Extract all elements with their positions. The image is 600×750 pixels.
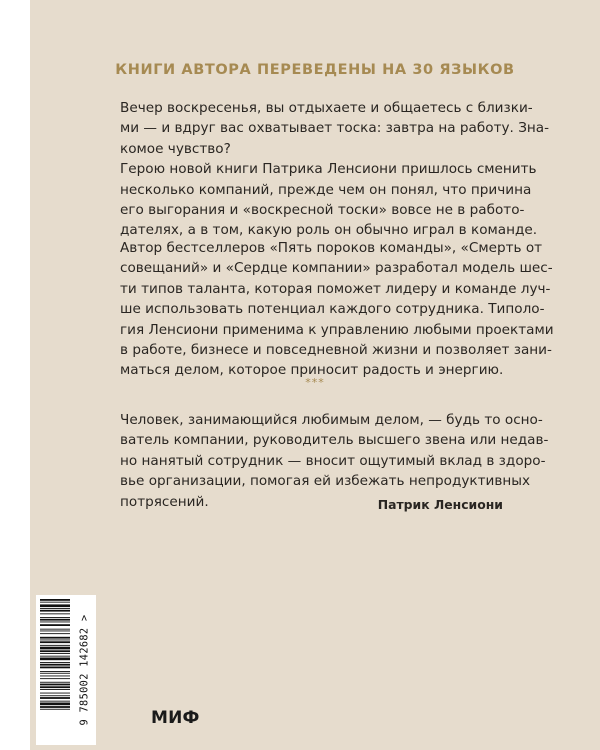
text-line: в работе, бизнесе и повседневной жизни и позволяет зани- [120, 342, 552, 359]
barcode-bar [40, 650, 70, 652]
barcode-bar [40, 645, 70, 646]
paragraph-author [120, 238, 554, 381]
text-line: Вечер воскресенья, вы отдыхаете и общаетесь с близки- [120, 100, 533, 116]
text-line: несколько компаний, прежде чем он понял, что причина [120, 181, 532, 198]
barcode-bar [40, 604, 70, 607]
barcode-bar [40, 703, 70, 706]
text-line: ти типов таланта, которая поможет лидеру и команде луч- [120, 280, 551, 297]
quote-signature: Патрик Ленсиони [377, 497, 503, 512]
text-line: вье организации, помогая ей избежать непродуктивных [120, 473, 531, 490]
barcode-bar [40, 640, 70, 641]
barcode-bar [40, 629, 70, 630]
paragraph-intro [120, 98, 550, 241]
text-line: ми — и вдруг вас охватывает тоска: завтра на работу. Зна- [120, 120, 550, 137]
text-line: маться делом, которое приносит радость и энергию. [120, 362, 504, 379]
text-line: его выгорания и «воскресной тоски» вовсе не в работо- [120, 202, 525, 219]
text-line: ватель компании, руководитель высшего звена или недав- [120, 432, 549, 449]
text-line: ше использовать потенциал каждого сотрудника. Типоло- [120, 301, 545, 318]
barcode-bar [40, 633, 70, 634]
barcode-bar [40, 619, 70, 621]
text-line: Герою новой книги Патрика Ленсиони пришлось сменить [120, 161, 537, 178]
barcode-bar [40, 610, 70, 612]
headline: КНИГИ АВТОРА ПЕРЕВЕДЕНЫ НА 30 ЯЗЫКОВ [115, 62, 515, 78]
barcode-bar [40, 689, 70, 690]
barcode-bar [40, 656, 70, 657]
barcode-bar [40, 676, 70, 677]
barcode-bar [40, 641, 70, 643]
separator-stars: *** [305, 376, 325, 389]
barcode-bar [40, 653, 70, 654]
barcode-bar [40, 671, 70, 672]
barcode-bar [40, 673, 70, 674]
barcode-bar [40, 706, 70, 708]
text-line: гия Ленсиони применима к управлению любыми проектами [120, 321, 554, 338]
barcode-bar [40, 624, 70, 626]
barcode-bar [40, 647, 70, 650]
back-cover [30, 0, 600, 750]
text-line: Человек, занимающийся любимым делом, — будь то осно- [120, 412, 543, 428]
barcode-bars [36, 595, 74, 745]
publisher-logo: МИФ [151, 708, 200, 728]
barcode-bar [40, 602, 70, 603]
barcode-bar [40, 658, 70, 661]
barcode-bar [40, 682, 70, 683]
text-line: потрясений. [120, 493, 209, 510]
text-line: но нанятый сотрудник — вносит ощутимый вклад в здоро- [120, 452, 546, 469]
barcode-bar [40, 613, 70, 614]
text-line: дателях, а в том, какую роль он обычно играл в команде. [120, 222, 538, 239]
barcode-bar [40, 684, 70, 686]
isbn-number [74, 594, 96, 746]
barcode-bar [40, 664, 70, 666]
barcode-bar [40, 701, 70, 702]
barcode-bar [40, 697, 70, 699]
barcode-bar [40, 631, 70, 632]
barcode-bar [40, 709, 70, 710]
barcode-bar [40, 622, 70, 623]
barcode-bar [40, 678, 70, 679]
barcode-bar [40, 637, 70, 639]
isbn-digits: 9 785002 142682 > [79, 614, 91, 726]
text-line: совещаний» и «Сердце компании» разработал модель шес- [120, 260, 553, 277]
barcode-bar [40, 662, 70, 663]
barcode-bar [40, 686, 70, 688]
text-line: комое чувство? [120, 140, 231, 157]
text-line: Автор бестселлеров «Пять пороков команды», «Смерть от [120, 240, 543, 256]
barcode-bar [40, 667, 70, 669]
barcode-bar [40, 617, 70, 618]
barcode-bar [40, 693, 70, 694]
barcode-bar [40, 608, 70, 609]
barcode-bar [40, 599, 70, 601]
barcode-bar [40, 695, 70, 696]
